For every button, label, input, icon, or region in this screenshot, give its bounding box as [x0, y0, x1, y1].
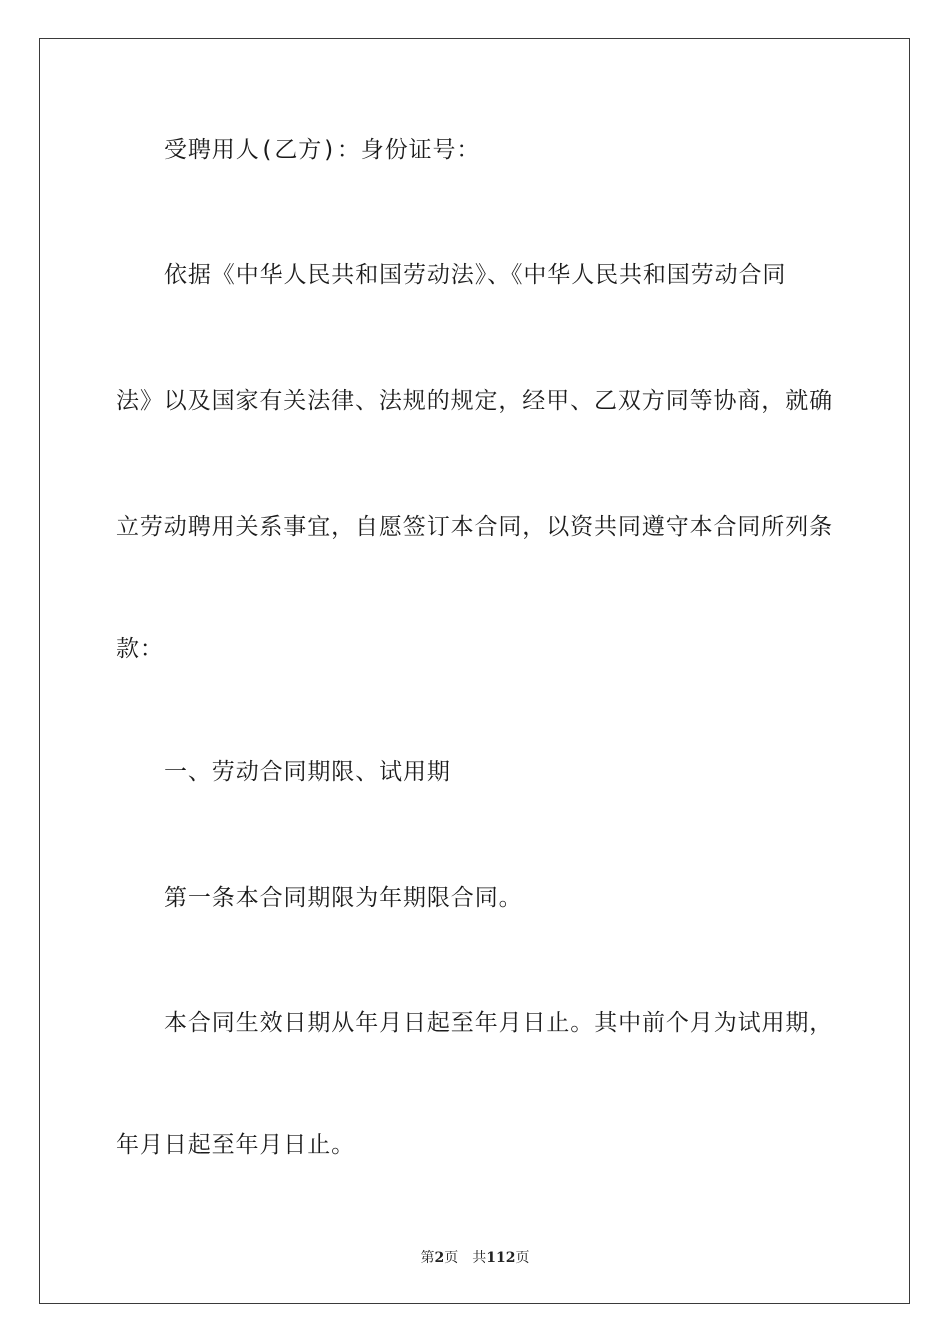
footer-page-suffix: 页	[444, 1250, 459, 1266]
body-paragraph-line-3: 立劳动聘用关系事宜，自愿签订本合同，以资共同遵守本合同所列条	[116, 514, 833, 540]
page-number-footer	[0, 1247, 950, 1267]
page-border	[39, 38, 910, 1304]
total-page-count: 112	[486, 1250, 516, 1266]
article-one: 第一条本合同期限为年期限合同。	[164, 885, 523, 911]
party-b-line: 受聘用人(乙方)：身份证号：	[164, 137, 481, 163]
current-page-number: 2	[434, 1250, 445, 1266]
body-paragraph-line-4: 款：	[116, 636, 164, 662]
body-paragraph-line-1: 依据《中华人民共和国劳动法》、《中华人民共和国劳动合同	[164, 262, 787, 288]
footer-total-prefix: 共	[472, 1250, 487, 1266]
section-heading: 一、劳动合同期限、试用期	[164, 759, 451, 785]
footer-total-suffix: 页	[515, 1250, 530, 1266]
effective-date-line-1: 本合同生效日期从年月日起至年月日止。其中前个月为试用期，	[164, 1010, 834, 1036]
body-paragraph-line-2: 法》以及国家有关法律、法规的规定，经甲、乙双方同等协商，就确	[116, 388, 833, 414]
footer-prefix: 第	[420, 1250, 435, 1266]
effective-date-line-2: 年月日起至年月日止。	[116, 1132, 355, 1158]
